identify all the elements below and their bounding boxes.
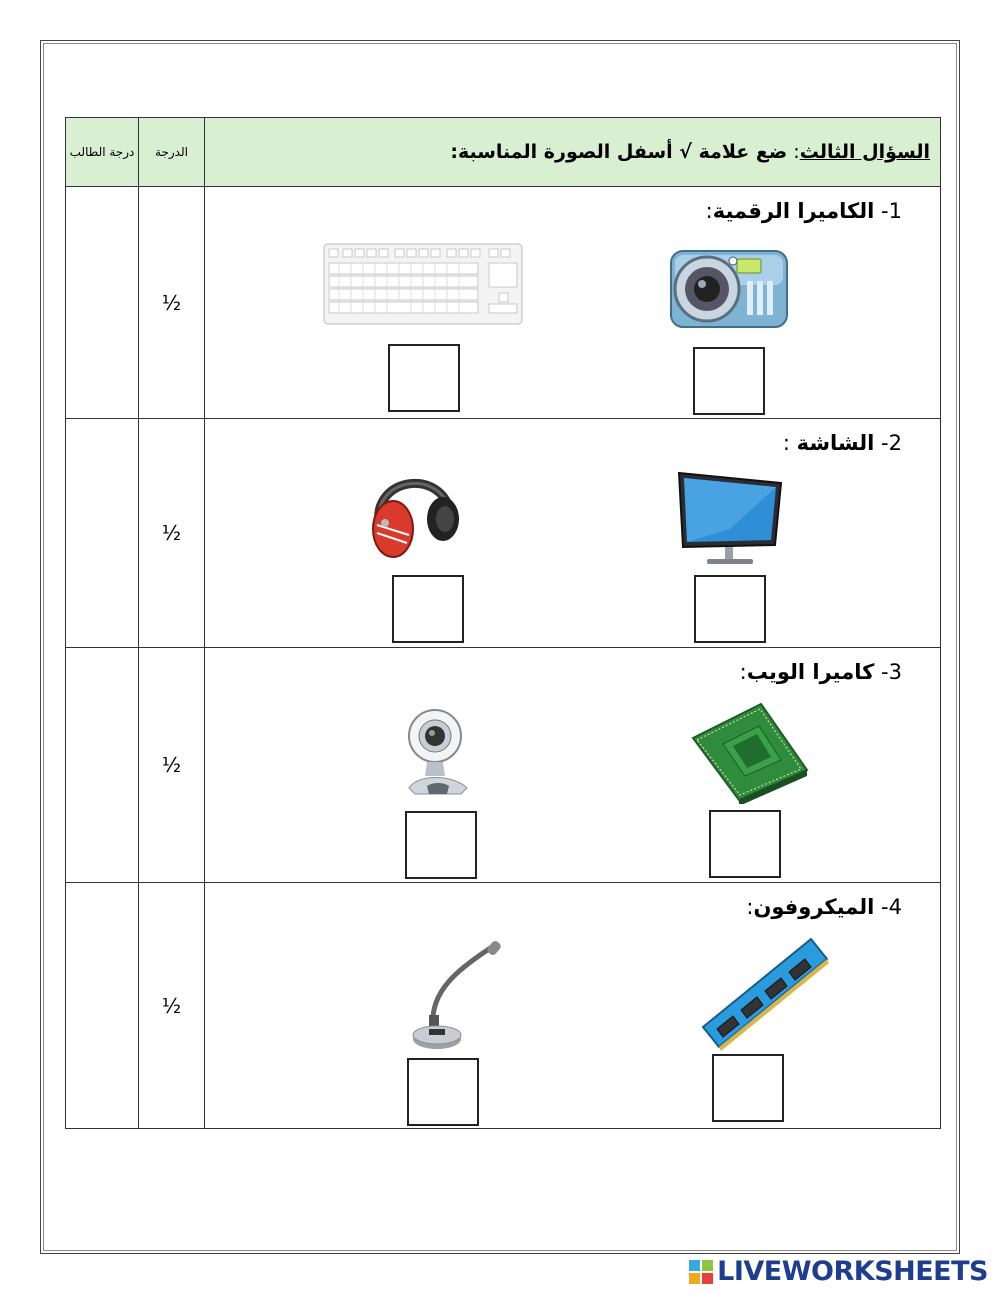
processor-chip-icon [689, 700, 811, 804]
question-term: كاميرا الويب [746, 660, 875, 684]
liveworksheets-logo-icon [688, 1259, 714, 1285]
header-row [66, 118, 941, 187]
grade-header: الدرجة [139, 118, 205, 187]
grade-value: ½ [139, 648, 205, 883]
question-term: الشاشة [796, 431, 875, 455]
student-grade-cell[interactable] [66, 187, 139, 419]
question-number: 1- [874, 199, 902, 223]
student-grade-cell[interactable] [66, 648, 139, 883]
question-title [205, 118, 941, 187]
question-suffix: : [739, 660, 747, 684]
question-label [783, 431, 902, 455]
digital-camera-icon [667, 239, 791, 331]
answer-checkbox[interactable] [712, 1054, 784, 1122]
question-row-3 [66, 648, 941, 883]
monitor-icon [675, 469, 785, 567]
question-cell [205, 419, 941, 648]
question-instruction: ضع علامة √ أسفل الصورة المناسبة: [450, 141, 788, 163]
question-number: 3- [874, 660, 902, 684]
student-grade-cell[interactable] [66, 419, 139, 648]
question-title-main: السؤال الثالث [799, 141, 930, 163]
grade-value: ½ [139, 883, 205, 1129]
grade-value: ½ [139, 187, 205, 419]
student-grade-header: درجة الطالب [66, 118, 139, 187]
question-suffix: : [782, 431, 797, 455]
keyboard-icon [323, 243, 523, 325]
answer-checkbox[interactable] [392, 575, 464, 643]
question-number: 4- [874, 895, 902, 919]
title-colon: : [787, 141, 800, 163]
question-term: الكاميرا الرقمية [712, 199, 875, 223]
question-row-4 [66, 883, 941, 1129]
answer-checkbox[interactable] [693, 347, 765, 415]
answer-checkbox[interactable] [709, 810, 781, 878]
question-term: الميكروفون [753, 895, 875, 919]
microphone-icon [411, 939, 503, 1053]
answer-checkbox[interactable] [694, 575, 766, 643]
question-number: 2- [874, 431, 902, 455]
question-label [746, 895, 902, 919]
brand-text: LIVEWORKSHEETS [717, 1256, 988, 1287]
webcam-icon [403, 702, 493, 798]
question-label [740, 660, 902, 684]
question-suffix: : [705, 199, 713, 223]
question-label [706, 199, 902, 223]
question-suffix: : [746, 895, 754, 919]
memory-ram-icon [699, 933, 831, 1051]
question-cell [205, 883, 941, 1129]
question-row-2 [66, 419, 941, 648]
question-cell [205, 187, 941, 419]
question-table [65, 117, 941, 1129]
grade-value: ½ [139, 419, 205, 648]
liveworksheets-brand [688, 1256, 988, 1287]
answer-checkbox[interactable] [407, 1058, 479, 1126]
question-row-1 [66, 187, 941, 419]
answer-checkbox[interactable] [405, 811, 477, 879]
answer-checkbox[interactable] [388, 344, 460, 412]
headphones-icon [363, 463, 463, 563]
student-grade-cell[interactable] [66, 883, 139, 1129]
question-cell [205, 648, 941, 883]
